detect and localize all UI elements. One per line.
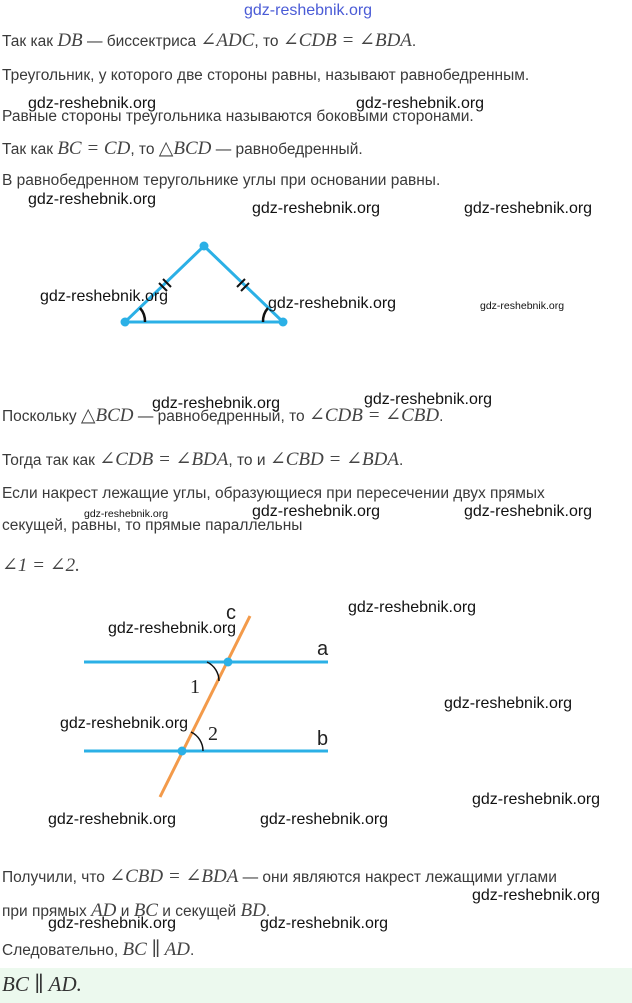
text-line-3: Равные стороны треугольника называются боковыми сторонами. bbox=[2, 108, 474, 125]
watermark: gdz-reshebnik.org bbox=[40, 288, 169, 305]
triangle-sides bbox=[125, 246, 283, 322]
watermark: gdz-reshebnik.org bbox=[60, 715, 189, 732]
text-line-2: Треугольник, у которого две стороны равны, называют равнобедренным. bbox=[2, 67, 530, 84]
watermark: gdz-reshebnik.org bbox=[464, 503, 593, 520]
text-line-9: секущей, равны, то прямые параллельны bbox=[2, 517, 303, 534]
intersection-a bbox=[224, 658, 233, 667]
watermark: gdz-reshebnik.org bbox=[28, 95, 157, 112]
label-1: 1 bbox=[190, 676, 200, 698]
label-c: c bbox=[226, 602, 236, 624]
text-line-5: В равнобедренном теругольнике углы при основании равны. bbox=[2, 172, 441, 189]
watermark: gdz-reshebnik.org bbox=[472, 791, 601, 808]
transversal-c bbox=[160, 616, 250, 797]
watermark: gdz-reshebnik.org bbox=[480, 300, 565, 312]
watermark: gdz-reshebnik.org bbox=[472, 887, 601, 904]
triangle-figure bbox=[0, 230, 632, 340]
text-line-4: Так как BC = CD, то △BCD — равнобедренный. bbox=[2, 138, 363, 159]
watermark: gdz-reshebnik.org bbox=[444, 695, 573, 712]
angle-1-arc bbox=[207, 662, 219, 681]
intersection-b bbox=[178, 747, 187, 756]
watermark: gdz-reshebnik.org bbox=[108, 620, 237, 637]
angle-2-arc bbox=[191, 732, 203, 751]
watermark: gdz-reshebnik.org bbox=[268, 295, 397, 312]
watermark: gdz-reshebnik.org bbox=[152, 395, 281, 412]
watermark-top: gdz-reshebnik.org bbox=[244, 2, 373, 19]
text-line-8: Если накрест лежащие углы, образующиеся при пересечении двух прямых bbox=[2, 485, 545, 502]
label-a: a bbox=[317, 638, 329, 660]
watermark: gdz-reshebnik.org bbox=[464, 200, 593, 217]
tick-marks bbox=[159, 279, 249, 291]
text-line-12: при прямых AD и BC и секущей BD. bbox=[2, 900, 271, 921]
label-2: 2 bbox=[208, 723, 218, 745]
vertices bbox=[121, 242, 288, 327]
label-b: b bbox=[317, 728, 329, 750]
watermark: gdz-reshebnik.org bbox=[364, 391, 493, 408]
text-line-7: Тогда так как ∠CDB = ∠BDA, то и ∠CBD = ∠BDA. bbox=[2, 449, 404, 470]
watermark: gdz-reshebnik.org bbox=[260, 811, 389, 828]
text-line-6: Поскольку △BCD — равнобедренный, то ∠CDB = ∠CBD. bbox=[2, 405, 444, 426]
watermark: gdz-reshebnik.org bbox=[28, 191, 157, 208]
angle-arcs bbox=[140, 308, 268, 322]
text-line-11: Получили, что ∠CBD = ∠BDA — они являются накрест лежащими углами bbox=[2, 866, 557, 887]
watermark: gdz-reshebnik.org bbox=[356, 95, 485, 112]
answer-text: BC ∥ AD. bbox=[2, 972, 82, 996]
text-line-13: Следовательно, BC ∥ AD. bbox=[2, 939, 195, 960]
watermark: gdz-reshebnik.org bbox=[252, 200, 381, 217]
side-left bbox=[125, 246, 204, 322]
watermark: gdz-reshebnik.org bbox=[48, 915, 177, 932]
watermark: gdz-reshebnik.org bbox=[252, 503, 381, 520]
answer-box bbox=[0, 968, 632, 1003]
text-line-1: Так как DB — биссектриса ∠ADC, то ∠CDB = ∠BDA. bbox=[2, 30, 417, 51]
watermark: gdz-reshebnik.org bbox=[260, 915, 389, 932]
text-line-10: ∠1 = ∠2. bbox=[2, 555, 80, 576]
watermark: gdz-reshebnik.org bbox=[48, 811, 177, 828]
watermark: gdz-reshebnik.org bbox=[348, 599, 477, 616]
watermark: gdz-reshebnik.org bbox=[84, 508, 169, 520]
